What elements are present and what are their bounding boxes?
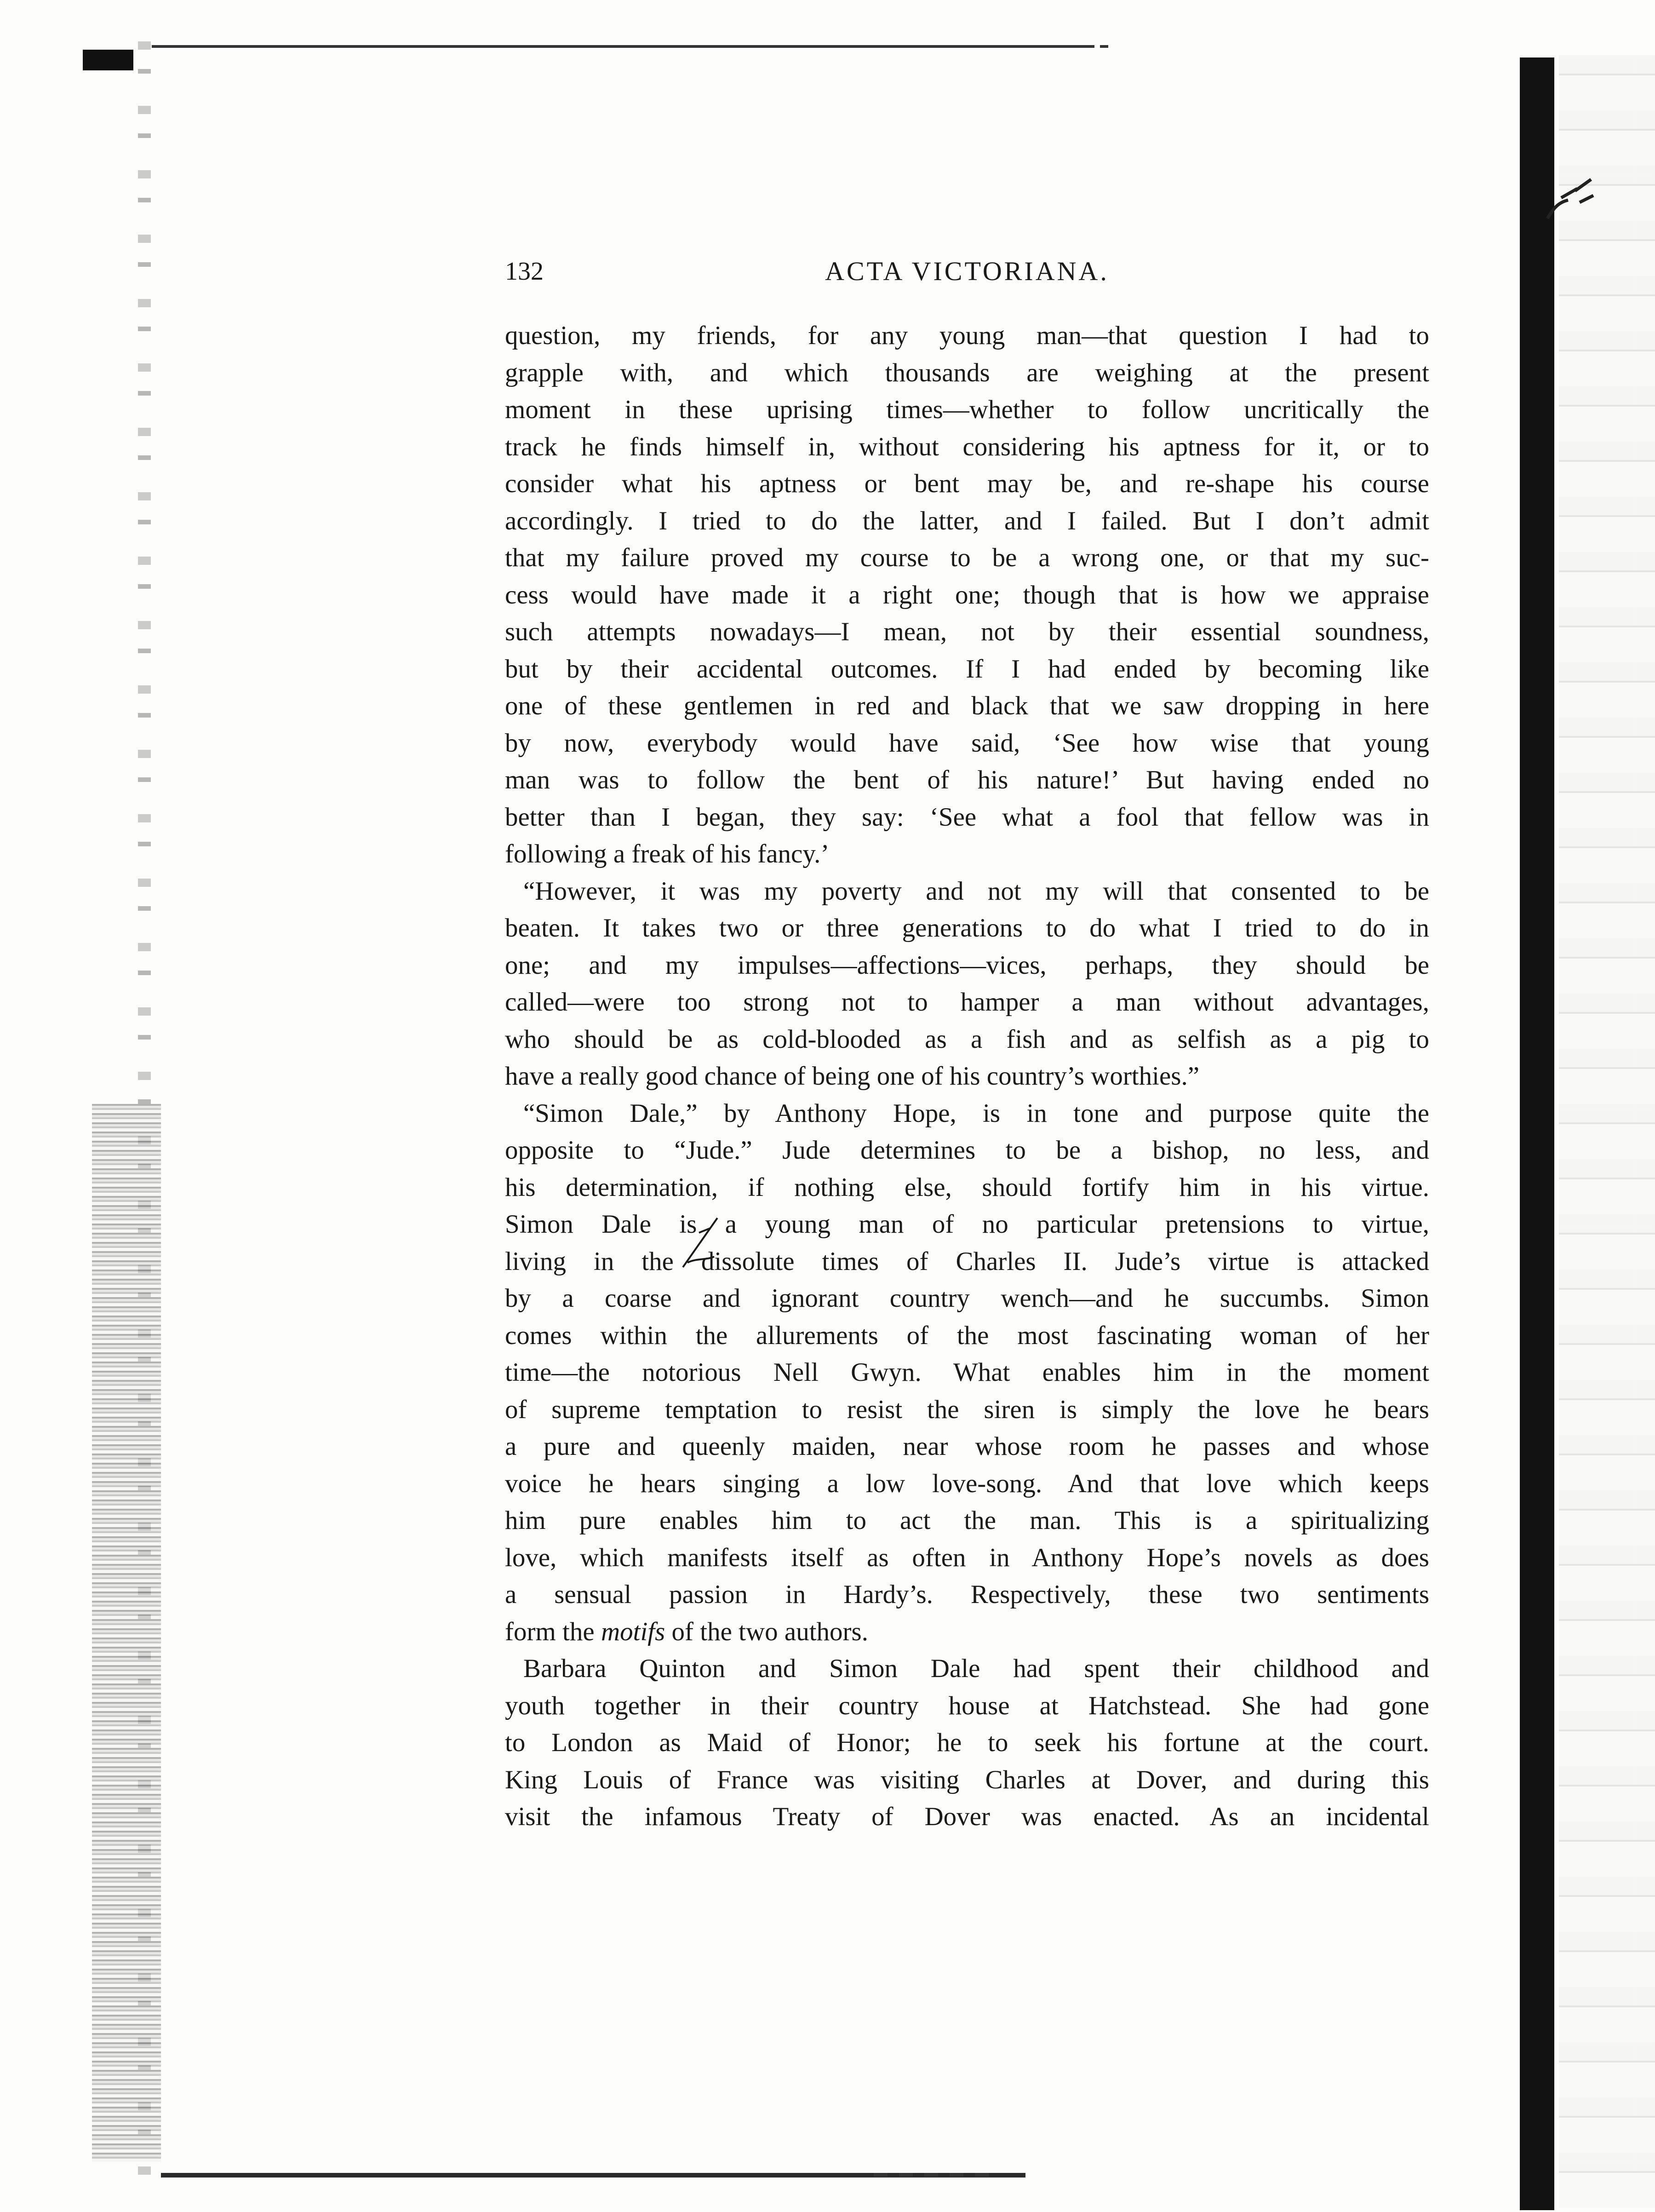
left-edge-shadow [92,1104,161,2162]
text-line: have a really good chance of being one of his country’s worthies.” [505,1062,1199,1091]
bottom-scan-dashes [874,2173,993,2177]
text-line: a sensual passion in Hardy’s. Respectively, these two sentiments [505,1580,1429,1609]
text-line: one of these gentlemen in red and black that we saw dropping in here [505,691,1429,720]
text-line: time—the notorious Nell Gwyn. What enables him in the moment [505,1358,1429,1387]
margin-pencil-mark-icon [1543,175,1598,225]
right-scan-noise [1559,55,1655,2208]
italic-word: motifs [601,1617,665,1646]
text-line: question, my friends, for any young man—that question I had to [505,321,1429,350]
text-line: moment in these uprising times—whether to follow uncritically the [505,395,1429,424]
text-line: of supreme temptation to resist the siren is simply the love he bears [505,1395,1429,1424]
text-line: following a freak of his fancy.’ [505,839,830,868]
text-line: his determination, if nothing else, should fortify him in his virtue. [505,1172,1429,1202]
text-line: by now, everybody would have said, ‘See how wise that young [505,728,1429,758]
text-line: a pure and queenly maiden, near whose room he passes and whose [505,1432,1429,1461]
text-line: grapple with, and which thousands are weighing at the present [505,358,1429,387]
text-line: such attempts nowadays—I mean, not by their essential soundness, [505,617,1429,646]
page-header [505,251,1429,292]
text-line-segment: form the [505,1617,601,1646]
text-line: man was to follow the bent of his nature!’ But having ended no [505,765,1429,794]
text-line: youth together in their country house at Hatchstead. She had gone [505,1691,1429,1720]
text-line: love, which manifests itself as often in Anthony Hope’s novels as does [505,1543,1429,1572]
right-page-edge [1520,57,1554,2210]
text-line: “Simon Dale,” by Anthony Hope, is in tone and purpose quite the [523,1098,1429,1128]
corner-scan-mark [83,50,133,70]
text-line: King Louis of France was visiting Charles at Dover, and during this [505,1765,1429,1794]
text-line: who should be as cold-blooded as a fish and as selfish as a pig to [505,1024,1429,1054]
text-line: visit the infamous Treaty of Dover was enacted. As an incidental [505,1802,1429,1831]
text-line: comes within the allurements of the most fascinating woman of her [505,1321,1429,1350]
top-scan-rule [152,45,1094,48]
top-scan-dashes [1039,45,1108,48]
text-line: called—were too strong not to hamper a man without advantages, [505,988,1429,1017]
text-line: opposite to “Jude.” Jude determines to be a bishop, no less, and [505,1136,1429,1165]
body-text [505,317,1429,1836]
running-head: ACTA VICTORIANA. [825,256,1109,286]
text-line: to London as Maid of Honor; he to seek his fortune at the court. [505,1728,1429,1757]
text-line: him pure enables him to act the man. This is a spiritualizing [505,1506,1429,1535]
text-line: Simon Dale is a young man of no particular pretensions to virtue, [505,1210,1429,1239]
text-line [505,1614,1429,1651]
text-line: by a coarse and ignorant country wench—and he succumbs. Simon [505,1284,1429,1313]
text-line: voice he hears singing a low love-song. And that love which keeps [505,1469,1429,1498]
text-line-segment: of the two authors. [665,1617,868,1646]
text-line: consider what his aptness or bent may be, and re-shape his course [505,469,1429,498]
text-line: Barbara Quinton and Simon Dale had spent their childhood and [523,1654,1429,1683]
text-line: better than I began, they say: ‘See what a fool that fellow was in [505,802,1429,832]
text-line: “However, it was my poverty and not my will that consented to be [523,876,1429,906]
text-line: accordingly. I tried to do the latter, and I failed. But I don’t admit [505,506,1429,535]
text-line: track he finds himself in, without considering his aptness for it, or to [505,432,1429,461]
text-line: beaten. It takes two or three generations to do what I tried to do in [505,914,1429,942]
page-number: 132 [505,257,544,286]
text-line: but by their accidental outcomes. If I had ended by becoming like [505,654,1429,684]
text-line: that my failure proved my course to be a wrong one, or that my suc- [505,543,1429,572]
text-line: cess would have made it a right one; though that is how we appraise [505,580,1429,609]
text-line: one; and my impulses—affections—vices, perhaps, they should be [505,950,1429,980]
text-line: living in the dissolute times of Charles II. Jude’s virtue is attacked [505,1247,1429,1276]
